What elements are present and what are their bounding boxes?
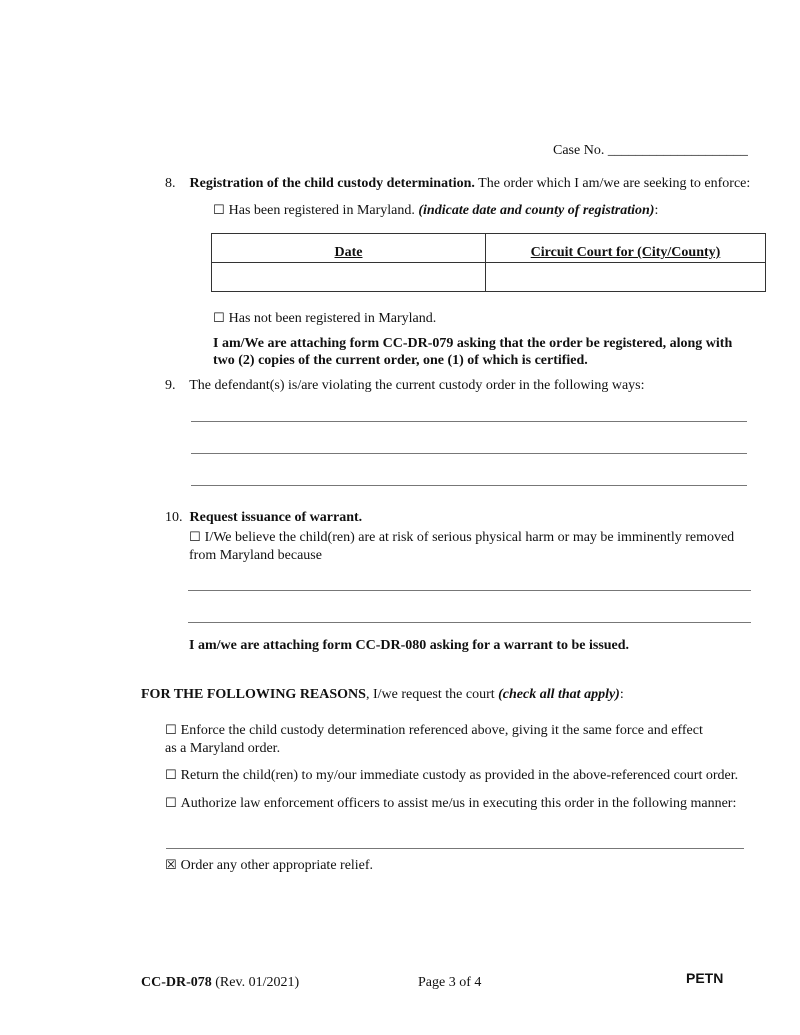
item-8 <box>165 176 750 192</box>
option-label-line-2: from Maryland because <box>189 548 322 563</box>
attach-form-079-line-1: I am/We are attaching form CC-DR-079 asking that the order be registered, along with <box>213 336 733 351</box>
option-label: Authorize law enforcement officers to assist me/us in executing this order in the following manner: <box>180 796 737 811</box>
checkbox-icon[interactable]: ☐ <box>189 530 201 545</box>
form-number: CC-DR-078 <box>141 975 212 990</box>
date-column-header: Date <box>212 234 486 263</box>
option-enforce[interactable] <box>165 723 703 739</box>
footer-form-id <box>141 975 299 991</box>
option-hint: (indicate date and county of registration) <box>418 203 655 218</box>
option-label-line-2: as a Maryland order. <box>165 741 281 756</box>
form-code: PETN <box>686 970 724 986</box>
checkbox-icon[interactable]: ☐ <box>165 768 177 783</box>
form-revision: (Rev. 01/2021) <box>211 975 300 990</box>
item-10 <box>165 510 362 526</box>
answer-line[interactable] <box>191 453 747 454</box>
checked-checkbox-icon[interactable]: ☒ <box>165 858 177 873</box>
item-number: 9. <box>165 378 176 393</box>
option-label: Has been registered in Maryland. <box>228 203 419 218</box>
reasons-hint: (check all that apply) <box>498 687 620 702</box>
checkbox-icon[interactable]: ☐ <box>213 203 225 218</box>
item-number: 8. <box>165 176 176 191</box>
checkbox-icon[interactable]: ☐ <box>213 311 225 326</box>
answer-line[interactable] <box>188 590 751 591</box>
answer-line[interactable] <box>188 622 751 623</box>
attach-form-079-line-2: two (2) copies of the current order, one (1) of which is certified. <box>213 353 588 368</box>
date-cell[interactable] <box>212 263 486 292</box>
option-return-children[interactable] <box>165 768 738 784</box>
item-title: Request issuance of warrant. <box>189 510 363 525</box>
case-number-label: Case No. ____________________ <box>553 143 748 158</box>
reasons-text: , I/we request the court <box>365 687 499 702</box>
reasons-heading <box>141 687 624 703</box>
answer-line[interactable] <box>191 421 747 422</box>
page-number: Page 3 of 4 <box>418 975 482 990</box>
table-header-row <box>212 234 766 263</box>
option-label-line-1: Enforce the child custody determination referenced above, giving it the same force and effect <box>180 723 703 738</box>
item-number: 10. <box>165 510 183 525</box>
option-other-relief[interactable] <box>165 858 373 874</box>
answer-line[interactable] <box>166 848 744 849</box>
table-row <box>212 263 766 292</box>
answer-line[interactable] <box>191 485 747 486</box>
item-9 <box>165 378 645 394</box>
reasons-title: FOR THE FOLLOWING REASONS <box>141 687 366 702</box>
item-text: The order which I am/we are seeking to enforce: <box>474 176 751 191</box>
checkbox-icon[interactable]: ☐ <box>165 796 177 811</box>
option-law-enforcement[interactable] <box>165 796 736 812</box>
item-title: Registration of the child custody determination. <box>189 176 475 191</box>
court-column-header: Circuit Court for (City/County) <box>486 234 766 263</box>
option-label: Has not been registered in Maryland. <box>228 311 437 326</box>
option-not-registered[interactable] <box>213 311 436 327</box>
option-risk-of-harm[interactable] <box>189 530 734 546</box>
option-label: Return the child(ren) to my/our immediate custody as provided in the above-referenced court order. <box>180 768 739 783</box>
option-registered[interactable] <box>213 203 658 219</box>
court-cell[interactable] <box>486 263 766 292</box>
option-label: Order any other appropriate relief. <box>180 858 374 873</box>
option-label-line-1: I/We believe the child(ren) are at risk of serious physical harm or may be imminently removed <box>204 530 735 545</box>
checkbox-icon[interactable]: ☐ <box>165 723 177 738</box>
option-tail: : <box>654 203 659 218</box>
reasons-tail: : <box>619 687 624 702</box>
item-text: The defendant(s) is/are violating the current custody order in the following ways: <box>189 378 645 393</box>
attach-form-080: I am/we are attaching form CC-DR-080 asking for a warrant to be issued. <box>189 638 630 653</box>
registration-table <box>211 233 766 292</box>
